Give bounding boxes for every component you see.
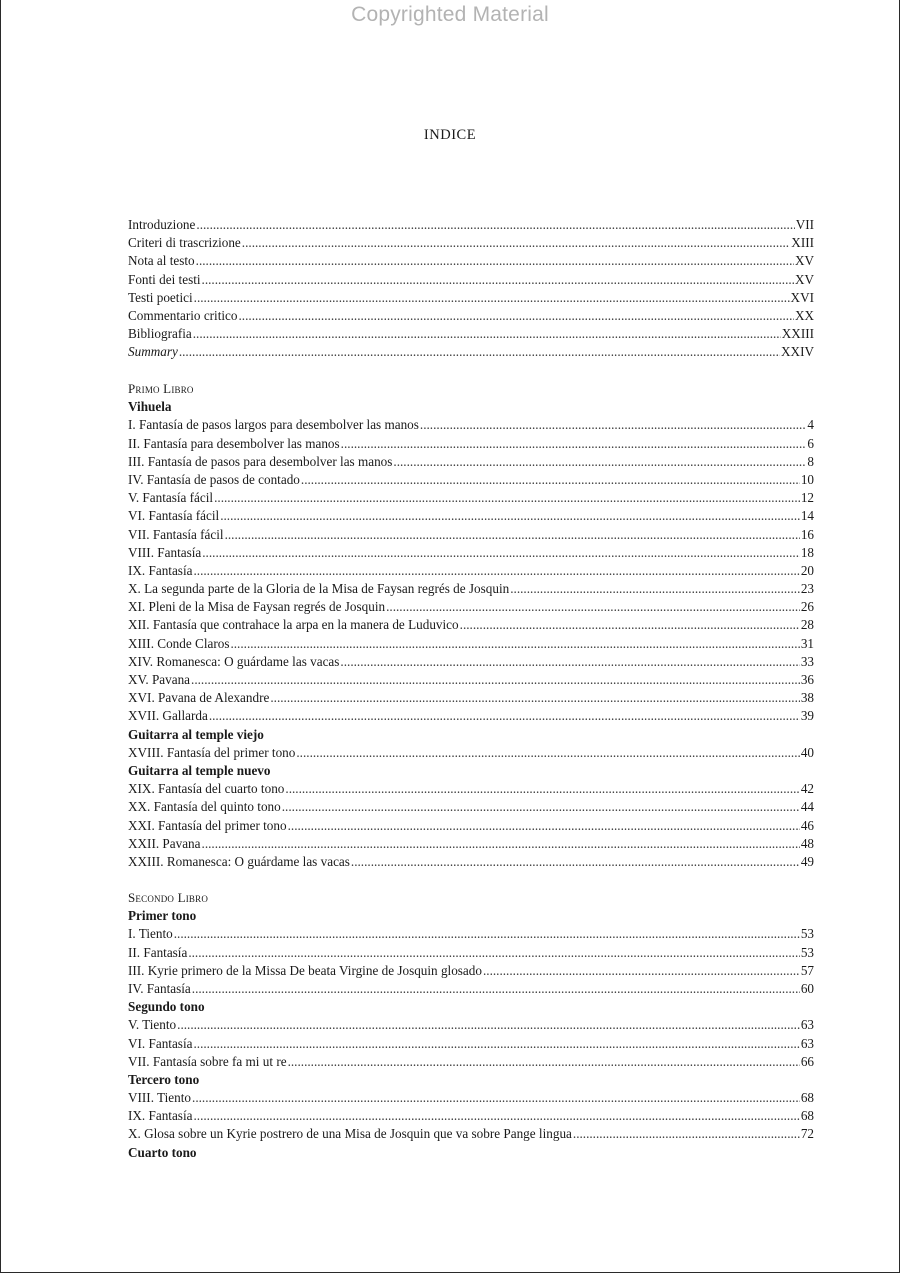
toc-entry-title: Bibliografia (128, 326, 192, 342)
toc-entry-page: XXIV (781, 344, 814, 360)
dot-leader (296, 744, 799, 762)
toc-entry-page: XXIII (781, 326, 814, 342)
group-heading: Segundo tono (128, 999, 205, 1015)
dot-leader (188, 944, 799, 962)
group-heading: Primer tono (128, 908, 197, 924)
toc-entry (128, 744, 814, 762)
dot-leader (192, 1089, 800, 1107)
toc-entry-title: V. Tiento (128, 1017, 177, 1033)
toc-entry (128, 343, 814, 361)
toc-entry (128, 271, 814, 289)
dot-leader (202, 544, 800, 562)
toc-entry (128, 544, 814, 562)
toc-entry (128, 1016, 814, 1034)
toc-entry-title: XI. Pleni de la Misa de Faysan regrés de Josquin (128, 599, 386, 615)
section-heading: Primo Libro (128, 381, 194, 396)
dot-leader (239, 307, 794, 325)
toc-entry-title: IX. Fantasía (128, 562, 193, 578)
toc-entry (128, 489, 814, 507)
group-heading: Guitarra al temple viejo (128, 726, 264, 742)
toc-entry-page: 12 (800, 490, 814, 506)
dot-leader (193, 325, 781, 343)
toc-entry-title: XII. Fantasía que contrahace la arpa en la manera de Luduvico (128, 617, 459, 633)
dot-leader (220, 507, 800, 525)
toc-entry (128, 325, 814, 343)
dot-leader (209, 707, 800, 725)
toc-entry (128, 798, 814, 816)
toc-entry-title: IV. Fantasía de pasos de contado (128, 471, 300, 487)
toc-entry-page: 36 (800, 672, 814, 687)
dot-leader (351, 853, 800, 871)
toc-entry-title: Summary (128, 344, 178, 360)
toc-entry-title: Introduzione (128, 217, 196, 232)
toc-entry (128, 653, 814, 671)
toc-entry-title: XVII. Gallarda (128, 708, 208, 724)
toc-entry (128, 252, 814, 270)
dot-leader (196, 216, 794, 234)
dot-leader (301, 471, 800, 489)
toc-entry-page: 68 (800, 1108, 814, 1124)
toc-entry-page: VII (795, 217, 814, 232)
dot-leader (202, 835, 800, 853)
dot-leader (420, 416, 807, 434)
toc-entry-page: 4 (807, 417, 814, 433)
toc-entry-title: VIII. Fantasía (128, 544, 202, 560)
toc-entry-page: 60 (800, 980, 814, 996)
toc-entry (128, 416, 814, 434)
dot-leader (386, 598, 800, 616)
toc-entry-title: V. Fantasía fácil (128, 490, 214, 506)
toc-entry (128, 1125, 814, 1143)
toc-entry-page: XIII (791, 235, 814, 251)
toc-entry-page: 46 (800, 817, 814, 833)
toc-entry (128, 925, 814, 943)
dot-leader (285, 780, 799, 798)
toc-entry-title: X. La segunda parte de la Gloria de la Misa de Faysan regrés de Josquin (128, 581, 510, 597)
toc-entry (128, 635, 814, 653)
toc-entry (128, 853, 814, 871)
toc-entry (128, 707, 814, 725)
dot-leader (191, 671, 800, 689)
toc-entry-page: 57 (800, 962, 814, 978)
toc-entry (128, 435, 814, 453)
toc-entry-page: 53 (800, 926, 814, 942)
group-heading: Guitarra al temple nuevo (128, 762, 271, 778)
toc-entry (128, 507, 814, 525)
dot-leader (230, 635, 799, 653)
toc-entry-title: X. Glosa sobre un Kyrie postrero de una Misa de Josquin que va sobre Pange lingua (128, 1126, 572, 1142)
toc-entry-page: 48 (800, 835, 814, 851)
toc-entry (128, 526, 814, 544)
toc-entry-title: VIII. Tiento (128, 1090, 192, 1106)
toc-entry-title: II. Fantasía para desembolver las manos (128, 435, 340, 451)
toc-entry (128, 453, 814, 471)
dot-leader (460, 616, 800, 634)
dot-leader (193, 562, 799, 580)
toc-entry-page: 14 (800, 508, 814, 524)
toc-intro (128, 216, 814, 362)
dot-leader (270, 689, 799, 707)
toc-entry-title: Criteri di trascrizione (128, 235, 241, 251)
toc-entry-page: 16 (800, 526, 814, 542)
toc-entry-page: 40 (800, 744, 814, 760)
toc-entry-page: 6 (807, 435, 814, 451)
dot-leader (340, 653, 799, 671)
group-heading: Cuarto tono (128, 1144, 197, 1160)
dot-leader (483, 962, 800, 980)
toc-entry (128, 598, 814, 616)
toc-entry-page: 8 (807, 453, 814, 469)
toc-entry (128, 1107, 814, 1125)
toc-entry-title: XIX. Fantasía del cuarto tono (128, 781, 285, 797)
dot-leader (194, 289, 790, 307)
toc-entry-page: 63 (800, 1017, 814, 1033)
toc-entry (128, 689, 814, 707)
dot-leader (193, 1107, 799, 1125)
toc-entry (128, 216, 814, 234)
toc-entry (128, 616, 814, 634)
toc-entry-title: VII. Fantasía sobre fa mi ut re (128, 1053, 287, 1069)
toc-entry (128, 944, 814, 962)
dot-leader (192, 980, 800, 998)
section-heading: Secondo Libro (128, 890, 209, 905)
toc-entry-title: XX. Fantasía del quinto tono (128, 799, 281, 815)
toc-entry-title: XXII. Pavana (128, 835, 201, 851)
toc-entry (128, 234, 814, 252)
toc-entry-title: II. Fantasía (128, 944, 188, 960)
toc-entry-title: XVI. Pavana de Alexandre (128, 690, 270, 706)
toc-entry (128, 471, 814, 489)
toc-entry-title: XV. Pavana (128, 672, 191, 687)
toc-secondo-libro (128, 889, 814, 1162)
toc-entry-page: 38 (800, 690, 814, 706)
toc-primo-libro (128, 380, 814, 871)
toc-entry (128, 980, 814, 998)
toc-entry-title: VI. Fantasía fácil (128, 508, 220, 524)
group-heading: Tercero tono (128, 1071, 200, 1087)
toc-entry-page: 44 (800, 799, 814, 815)
toc-entry-title: XIV. Romanesca: O guárdame las vacas (128, 653, 340, 669)
toc-entry-page: 23 (800, 581, 814, 597)
dot-leader (282, 798, 800, 816)
toc-entry-title: I. Fantasía de pasos largos para desembolver las manos (128, 417, 419, 433)
toc-entry-page: 39 (800, 708, 814, 724)
toc-entry (128, 562, 814, 580)
toc-entry-title: IX. Fantasía (128, 1108, 193, 1124)
toc-entry-page: XVI (790, 289, 814, 305)
toc-entry (128, 780, 814, 798)
dot-leader (341, 435, 807, 453)
toc-entry (128, 307, 814, 325)
toc-entry-page: 20 (800, 562, 814, 578)
toc-entry-title: Commentario critico (128, 307, 238, 323)
toc-entry (128, 1053, 814, 1071)
dot-leader (288, 817, 800, 835)
toc-entry-page: 68 (800, 1090, 814, 1106)
toc-entry-title: IV. Fantasía (128, 980, 191, 996)
toc-entry-title: VI. Fantasía (128, 1035, 193, 1051)
toc-entry-title: XXIII. Romanesca: O guárdame las vacas (128, 853, 350, 869)
toc-entry-page: 53 (800, 944, 814, 960)
group-heading: Vihuela (128, 399, 172, 415)
toc-entry-page: 31 (800, 635, 814, 651)
toc-entry (128, 671, 814, 689)
toc-entry (128, 289, 814, 307)
toc-entry-page: 49 (800, 853, 814, 869)
toc-entry-title: Fonti dei testi (128, 271, 201, 287)
toc-entry (128, 580, 814, 598)
toc-entry (128, 1035, 814, 1053)
toc-entry-page: 72 (800, 1126, 814, 1142)
dot-leader (174, 925, 800, 943)
toc-entry-page: XX (794, 307, 814, 323)
dot-leader (196, 252, 794, 270)
dot-leader (179, 343, 780, 361)
toc-entry-title: XVIII. Fantasía del primer tono (128, 744, 296, 760)
toc-entry-title: Testi poetici (128, 289, 193, 305)
toc-entry-page: XV (794, 271, 814, 287)
dot-leader (202, 271, 794, 289)
toc-entry-title: XXI. Fantasía del primer tono (128, 817, 287, 833)
toc-entry-title: XIII. Conde Claros (128, 635, 230, 651)
toc-entry-title: I. Tiento (128, 926, 173, 942)
toc-entry-page: 33 (800, 653, 814, 669)
toc-entry-title: III. Fantasía de pasos para desembolver las manos (128, 453, 393, 469)
toc-entry-page: 28 (800, 617, 814, 633)
toc-entry-page: 10 (800, 471, 814, 487)
toc-entry-title: III. Kyrie primero de la Missa De beata Virgine de Josquin glosado (128, 962, 482, 978)
toc-entry-page: 63 (800, 1035, 814, 1051)
dot-leader (393, 453, 806, 471)
watermark: Copyrighted Material (351, 3, 549, 26)
toc-entry (128, 962, 814, 980)
dot-leader (242, 234, 791, 252)
toc-entry-page: XV (794, 253, 814, 269)
dot-leader (177, 1016, 800, 1034)
toc-entry-page: 66 (800, 1053, 814, 1069)
toc-entry-page: 42 (800, 781, 814, 797)
page-title: INDICE (423, 127, 477, 143)
dot-leader (510, 580, 800, 598)
dot-leader (288, 1053, 800, 1071)
toc-entry-page: 26 (800, 599, 814, 615)
dot-leader (573, 1125, 800, 1143)
toc-entry (128, 817, 814, 835)
toc-entry-page: 18 (800, 544, 814, 560)
toc-entry (128, 1089, 814, 1107)
toc-entry-title: Nota al testo (128, 253, 195, 269)
toc-entry-title: VII. Fantasía fácil (128, 526, 224, 542)
toc-entry (128, 835, 814, 853)
dot-leader (225, 526, 800, 544)
dot-leader (193, 1035, 799, 1053)
dot-leader (214, 489, 800, 507)
